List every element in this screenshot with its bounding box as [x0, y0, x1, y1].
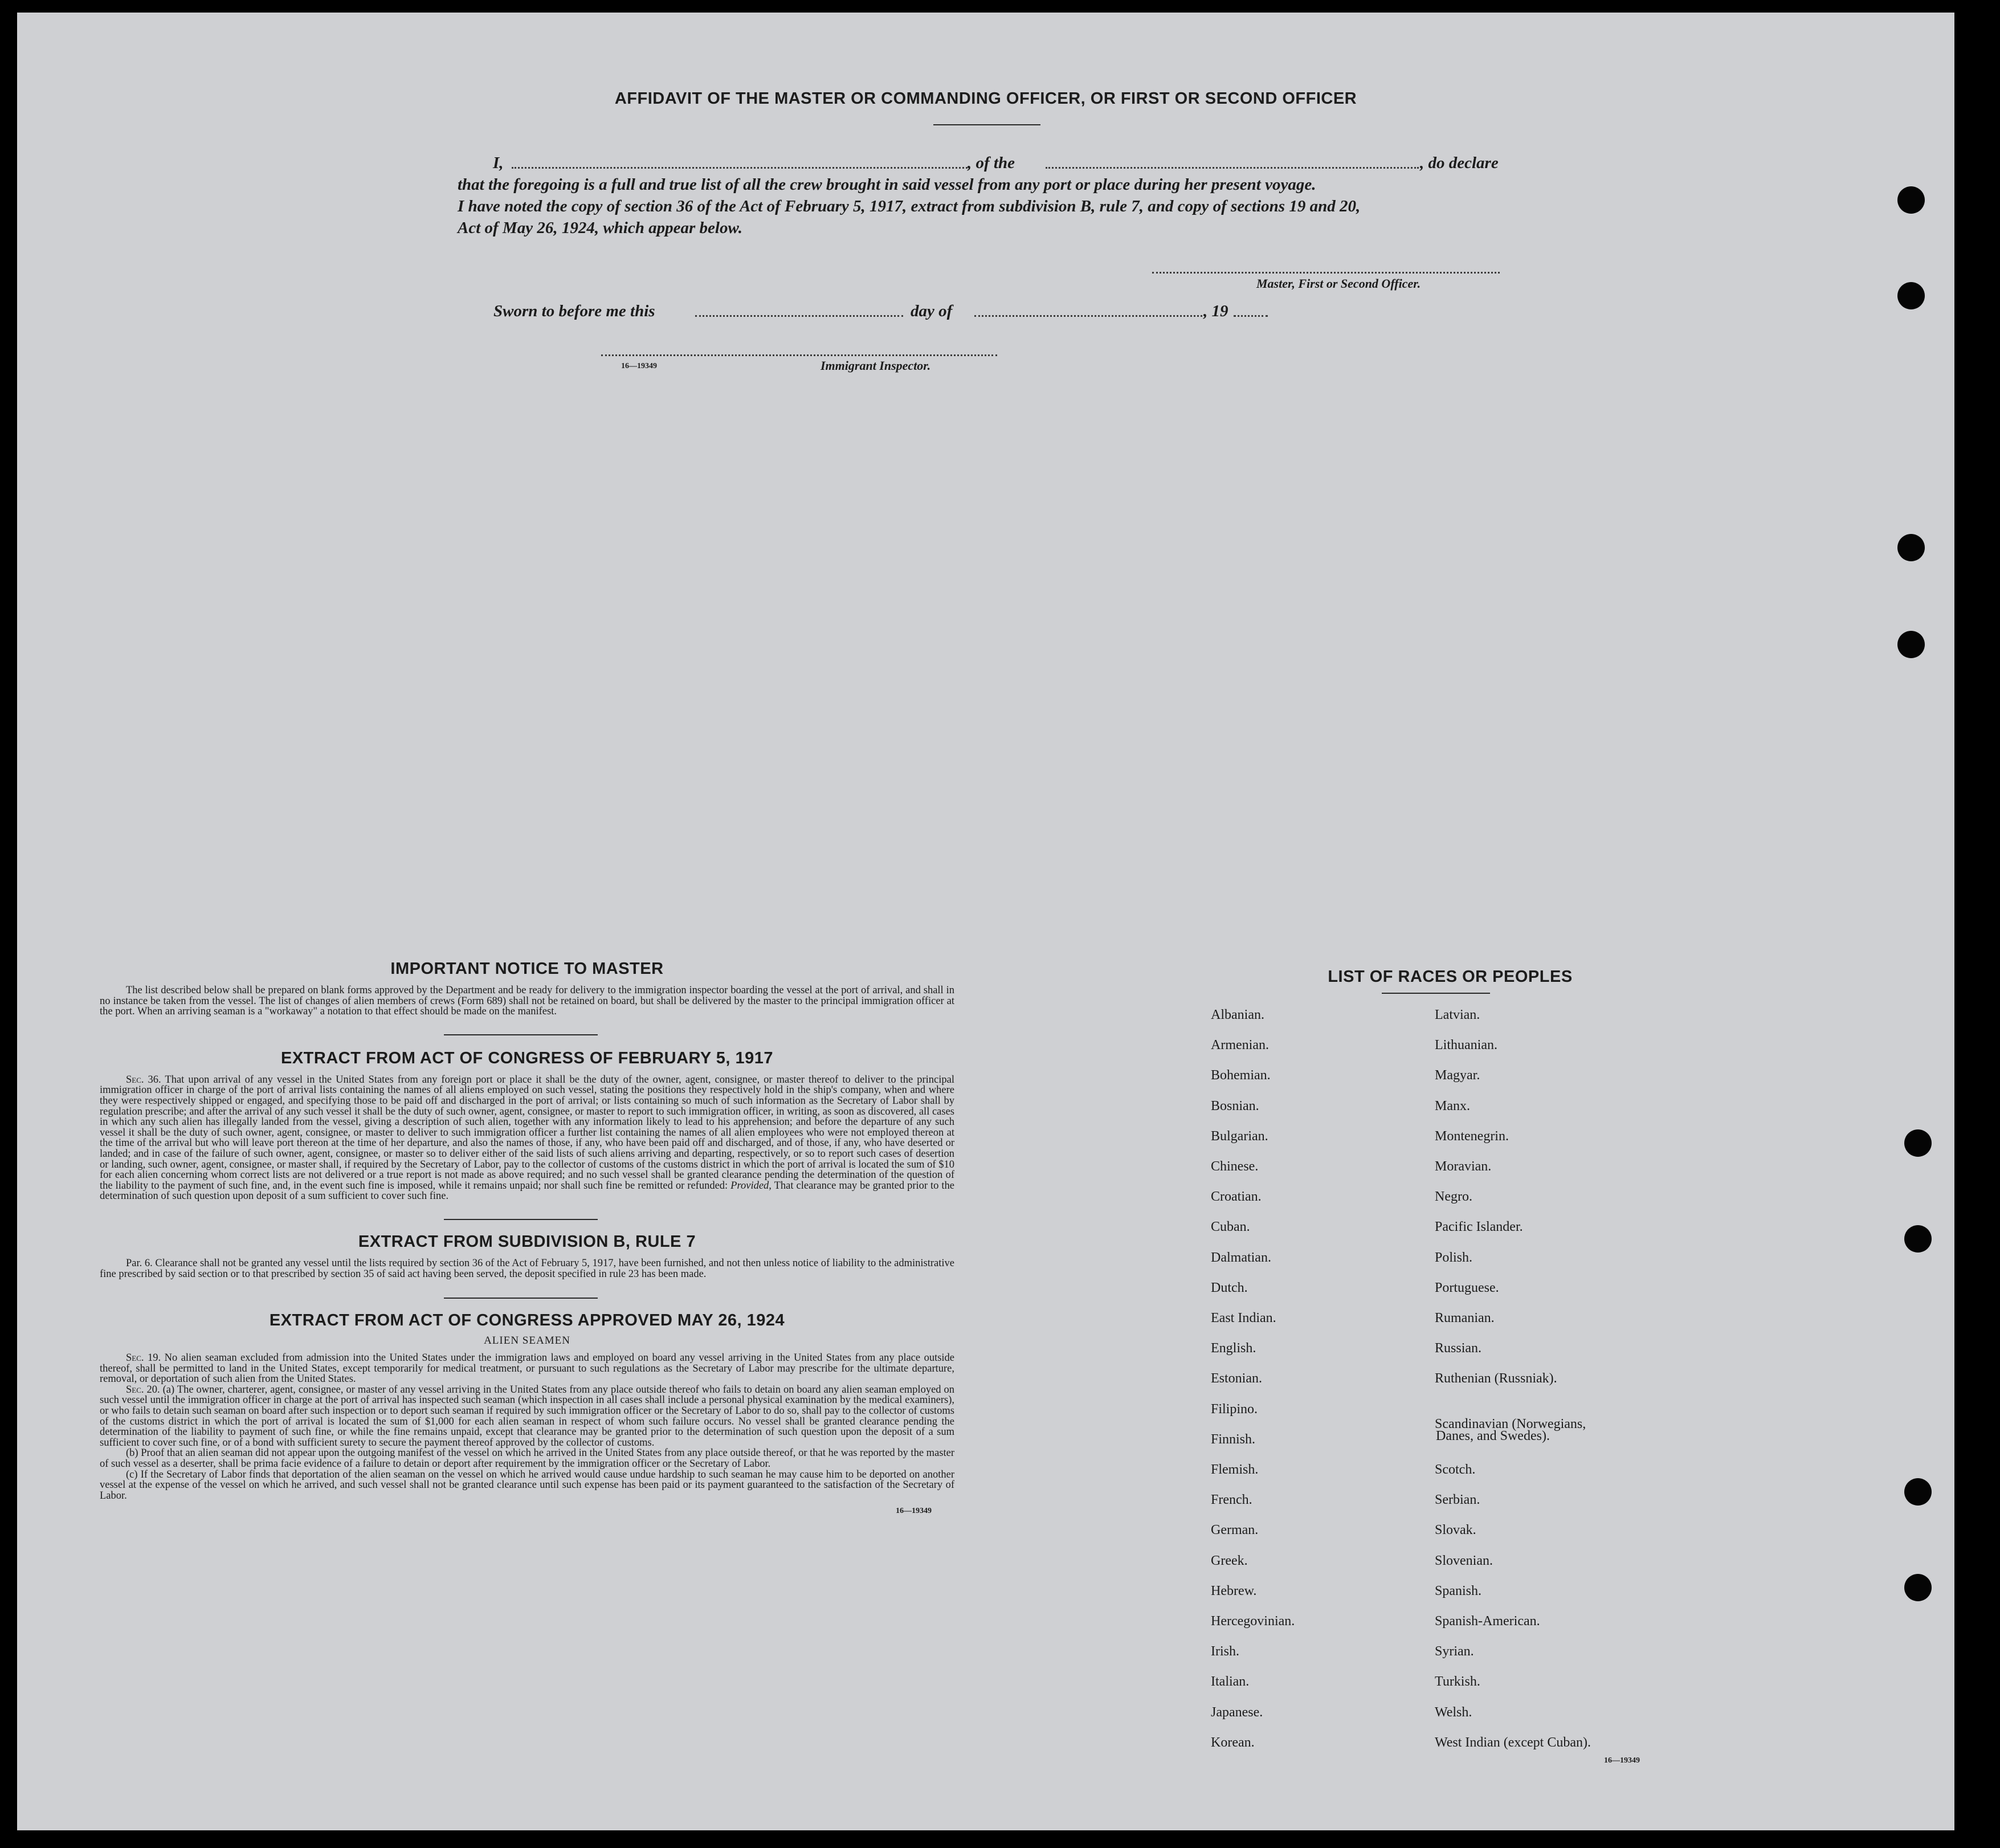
race-item: Magyar. — [1435, 1068, 1480, 1083]
punch-hole — [1897, 534, 1925, 561]
extract-1917-text — [100, 1075, 954, 1202]
provided-word: Provided, — [730, 1180, 772, 1192]
sworn-month-blank[interactable] — [974, 315, 1202, 317]
sec19-label: Sec. 19. — [126, 1352, 161, 1364]
race-item: French. — [1211, 1492, 1252, 1508]
race-item: Estonian. — [1211, 1371, 1262, 1386]
race-item: Dutch. — [1211, 1280, 1248, 1295]
race-item: West Indian (except Cuban). — [1435, 1735, 1591, 1750]
race-item: Polish. — [1435, 1250, 1473, 1265]
punch-hole — [1897, 186, 1925, 214]
affidavit-line3: I have noted the copy of section 36 of the Act of February 5, 1917, extract from subdivision B, rule 7, and copy of sections 19 and 20, — [458, 197, 1361, 215]
race-item: Bohemian. — [1211, 1068, 1271, 1083]
extract-1917-divider — [444, 1219, 598, 1220]
races-title: LIST OF RACES OR PEOPLES — [1328, 968, 1573, 986]
race-item: Cuban. — [1211, 1219, 1250, 1235]
sec20c-text: (c) If the Secretary of Labor finds that deportation of the alien seaman on the vessel on which he arrived would cause undue hardship to such seaman he may cause him to be deported on another vessel at the expense of the vessel on which he arrived, and such vessel shall not be granted clearance until such expense has been paid or its payment guaranteed to the satisfaction of the Secretary of Labor. — [100, 1468, 954, 1502]
race-item: East Indian. — [1211, 1311, 1276, 1325]
race-item: Portuguese. — [1435, 1280, 1499, 1295]
rule7-title: EXTRACT FROM SUBDIVISION B, RULE 7 — [358, 1232, 696, 1251]
sec20a-text — [100, 1385, 954, 1449]
race-item: Serbian. — [1435, 1492, 1480, 1508]
vessel-blank[interactable] — [1046, 167, 1419, 169]
race-item: Latvian. — [1435, 1007, 1480, 1022]
extract-1924-title: EXTRACT FROM ACT OF CONGRESS APPROVED MAY 26, 1924 — [269, 1311, 785, 1330]
race-item: Pacific Islander. — [1435, 1219, 1523, 1235]
sec36-text-end: That clearance may be granted prior to the determination of such question upon deposit of a sum sufficient to cover such fine. — [100, 1180, 955, 1202]
sec20b-text: (b) Proof that an alien seaman did not appear upon the outgoing manifest of the vessel on which he arrived in the United States from any place outside thereof, or that he was reported by the master of such vessel as a deserter, shall be prima facie evidence of a failure to detain or deport after requirement by the immigration officer or the Secretary of Labor. — [100, 1447, 954, 1470]
race-item: Hebrew. — [1211, 1583, 1257, 1598]
race-item: Lithuanian. — [1435, 1038, 1497, 1053]
race-item: Moravian. — [1435, 1159, 1492, 1174]
master-signature-label: Master, First or Second Officer. — [1256, 276, 1421, 291]
affidavit-line4: Act of May 26, 1924, which appear below. — [458, 219, 742, 237]
race-item: Korean. — [1211, 1735, 1255, 1750]
race-item: Slovenian. — [1435, 1553, 1493, 1568]
punch-hole — [1904, 1574, 1932, 1601]
inspector-signature-blank[interactable] — [601, 354, 997, 356]
document-page — [17, 13, 1954, 1830]
sec20-label: Sec. 20. — [126, 1384, 160, 1396]
title-divider — [933, 124, 1040, 125]
sworn-day-blank[interactable] — [695, 315, 903, 317]
extract-form-number: 16—19349 — [896, 1507, 932, 1516]
punch-hole — [1904, 1129, 1932, 1157]
rule7-divider — [444, 1298, 598, 1299]
race-item: Negro. — [1435, 1189, 1472, 1205]
rule7-text: Par. 6. Clearance shall not be granted any vessel until the lists required by section 36 of the Act of February 5, 1917, have been furnished, and not then unless notice of liability to the administrative fine prescribed by said section or to that prescribed by section 35 of said act having been served, the deposit specified in rule 23 has been made. — [100, 1257, 954, 1280]
sworn-label: Sworn to before me this — [493, 302, 655, 320]
race-item: Irish. — [1211, 1644, 1239, 1659]
race-item: Spanish-American. — [1435, 1614, 1540, 1629]
punch-hole — [1904, 1225, 1932, 1253]
notice-text: The list described below shall be prepared on blank forms approved by the Department and be ready for delivery to the immigration inspector boarding the vessel at the port of arrival, and shall in no instance be taken from the vessel. The list of changes of alien members of crews (Form 689) shall not be retained on board, but shall be delivered by the master to the principal immigration officer at the port. When an arriving seaman is a "workaway" a notation to that effect should be made on the manifest. — [100, 985, 954, 1018]
race-item: Syrian. — [1435, 1644, 1474, 1659]
inspector-label: Immigrant Inspector. — [821, 358, 931, 373]
sworn-year-blank[interactable] — [1234, 315, 1268, 317]
race-item: Montenegrin. — [1435, 1128, 1509, 1144]
race-item: Manx. — [1435, 1098, 1470, 1113]
sec20a-body: (a) The owner, charterer, agent, consignee, or master of any vessel arriving in the United States from any place outside thereof who fails to detain on board any alien seaman employed on such vessel until the immigration officer in charge at the port of arrival has inspected such seaman (which inspection in all cases shall include a personal physical examination by the medical examiners), or who fails to detain such seaman on board after such inspection or to deport such seaman if required by such immigration officer or the Secretary of Labor to do so, shall pay to the collector of customs of the customs district in which the port of arrival is located the sum of $1,000 for each alien seaman in respect of whom such failure occurs. No vessel shall be granted clearance pending the determination of the liability to payment of such fine, or while the fine remains unpaid, except that clearance may be granted prior to the determination of such question upon the deposit of a sum sufficient to cover such fine, or of a bond with sufficient surety to secure the payment thereof approved by the collector of customs. — [100, 1384, 955, 1449]
affidavit-do-declare: , do declare — [1420, 154, 1499, 172]
race-item: Scandinavian (Norwegians, — [1435, 1417, 1586, 1432]
race-item: German. — [1211, 1523, 1259, 1538]
punch-hole — [1897, 282, 1925, 309]
race-item: Filipino. — [1211, 1401, 1258, 1417]
race-item: English. — [1211, 1341, 1256, 1356]
sec19-text — [100, 1353, 954, 1385]
race-item: Armenian. — [1211, 1038, 1269, 1053]
races-divider — [1382, 993, 1490, 994]
alien-seamen-subtitle: ALIEN SEAMEN — [484, 1335, 570, 1347]
extract-1917-title: EXTRACT FROM ACT OF CONGRESS OF FEBRUARY 5, 1917 — [280, 1049, 774, 1067]
race-item: Bulgarian. — [1211, 1128, 1268, 1144]
punch-hole — [1904, 1478, 1932, 1506]
races-form-number: 16—19349 — [1604, 1756, 1640, 1765]
race-item: Spanish. — [1435, 1583, 1482, 1598]
notices-column — [100, 960, 954, 1516]
race-item: Russian. — [1435, 1341, 1482, 1356]
race-item: Rumanian. — [1435, 1311, 1495, 1325]
race-item: Hercegovinian. — [1211, 1614, 1295, 1629]
affidavit-title: AFFIDAVIT OF THE MASTER OR COMMANDING OFFICER, OR FIRST OR SECOND OFFICER — [614, 89, 1357, 108]
race-item: Chinese. — [1211, 1159, 1259, 1174]
sec36-text: That upon arrival of any vessel in the United States from any foreign port or place it shall be the duty of the owner, agent, consignee, or master thereof to deliver to the principal immigration officer in charge of the port of arrival lists containing the names of all aliens employed on such vessel, stating the positions they respectively hold in the ship's company, when and where they were respectively shipped or engaged, and specifying those to be paid off and discharged in the port of arrival; or lists containing so much of such information as the Secretary of Labor shall by regulation prescribe; and after the arrival of any such vessel it shall be the duty of such owner, agent, consignee, or master to report to such immigration officer, in writing, as soon as discovered, all cases in which any such alien has illegally landed from the vessel, giving a description of such alien, together with any information likely to lead to his apprehension; and before the departure of any such vessel it shall be the duty of such owner, agent, consignee, or master to deliver to such immigration officer a further list containing the names of all alien employees who were not employed thereon at the time of the arrival but who will leave port thereon at the time of her departure, and also the names of those, if any, who have been paid off and discharged, and of those, if any, who have deserted or landed; and in case of the failure of such owner, agent, consignee, or master so to deliver either of the said lists of such aliens arriving and departing, respectively, or so to report such cases of desertion or landing, such owner, agent, consignee, or master shall, if required by the Secretary of Labor, pay to the collector of customs of the customs district in which the port of arrival is located the sum of $10 for each alien concerning whom correct lists are not delivered or a true report is not made as above required; and no such vessel shall be granted clearance pending the determination of the question of the liability to the payment of such fine, and, in the event such fine is imposed, while it remains unpaid; nor shall such fine be remitted or refunded: — [100, 1074, 954, 1192]
race-item: Albanian. — [1211, 1007, 1264, 1022]
race-item: Scotch. — [1435, 1462, 1476, 1477]
master-signature-blank[interactable] — [1152, 272, 1500, 274]
race-item: Slovak. — [1435, 1523, 1476, 1538]
name-blank[interactable] — [512, 167, 968, 169]
affidavit-line2: that the foregoing is a full and true list of all the crew brought in said vessel from any port or place during her present voyage. — [458, 176, 1316, 194]
race-item: Dalmatian. — [1211, 1250, 1271, 1265]
year-prefix: , 19 — [1203, 302, 1228, 320]
punch-hole — [1897, 631, 1925, 658]
race-item: Bosnian. — [1211, 1098, 1259, 1113]
race-item: Greek. — [1211, 1553, 1248, 1568]
day-of-label: day of — [911, 302, 953, 320]
race-item: Flemish. — [1211, 1462, 1259, 1477]
notice-divider — [444, 1034, 598, 1035]
race-item: Italian. — [1211, 1674, 1250, 1690]
affidavit-i: I, — [493, 154, 504, 172]
race-item: Japanese. — [1211, 1704, 1263, 1720]
notice-title: IMPORTANT NOTICE TO MASTER — [390, 960, 664, 978]
race-item: Welsh. — [1435, 1704, 1472, 1720]
scandinavian-continued: Danes, and Swedes). — [1436, 1429, 1550, 1443]
sec19-body: No alien seaman excluded from admission into the United States under the immigration laws and employed on board any vessel arriving in the United States from any place outside thereof, shall be permitted to land in the United States, except temporarily for medical treatment, or pursuant to such regulations as the Secretary of Labor may prescribe for the ultimate departure, removal, or deportation of such alien from the United States. — [100, 1352, 955, 1385]
race-item: Turkish. — [1435, 1674, 1480, 1690]
sec36-label: Sec. 36. — [126, 1074, 161, 1086]
race-item: Ruthenian (Russniak). — [1435, 1371, 1557, 1386]
race-item: Finnish. — [1211, 1431, 1256, 1447]
affidavit-of-the: , of the — [968, 154, 1015, 172]
race-item: Croatian. — [1211, 1189, 1262, 1205]
affidavit-form-number: 16—19349 — [621, 362, 657, 370]
